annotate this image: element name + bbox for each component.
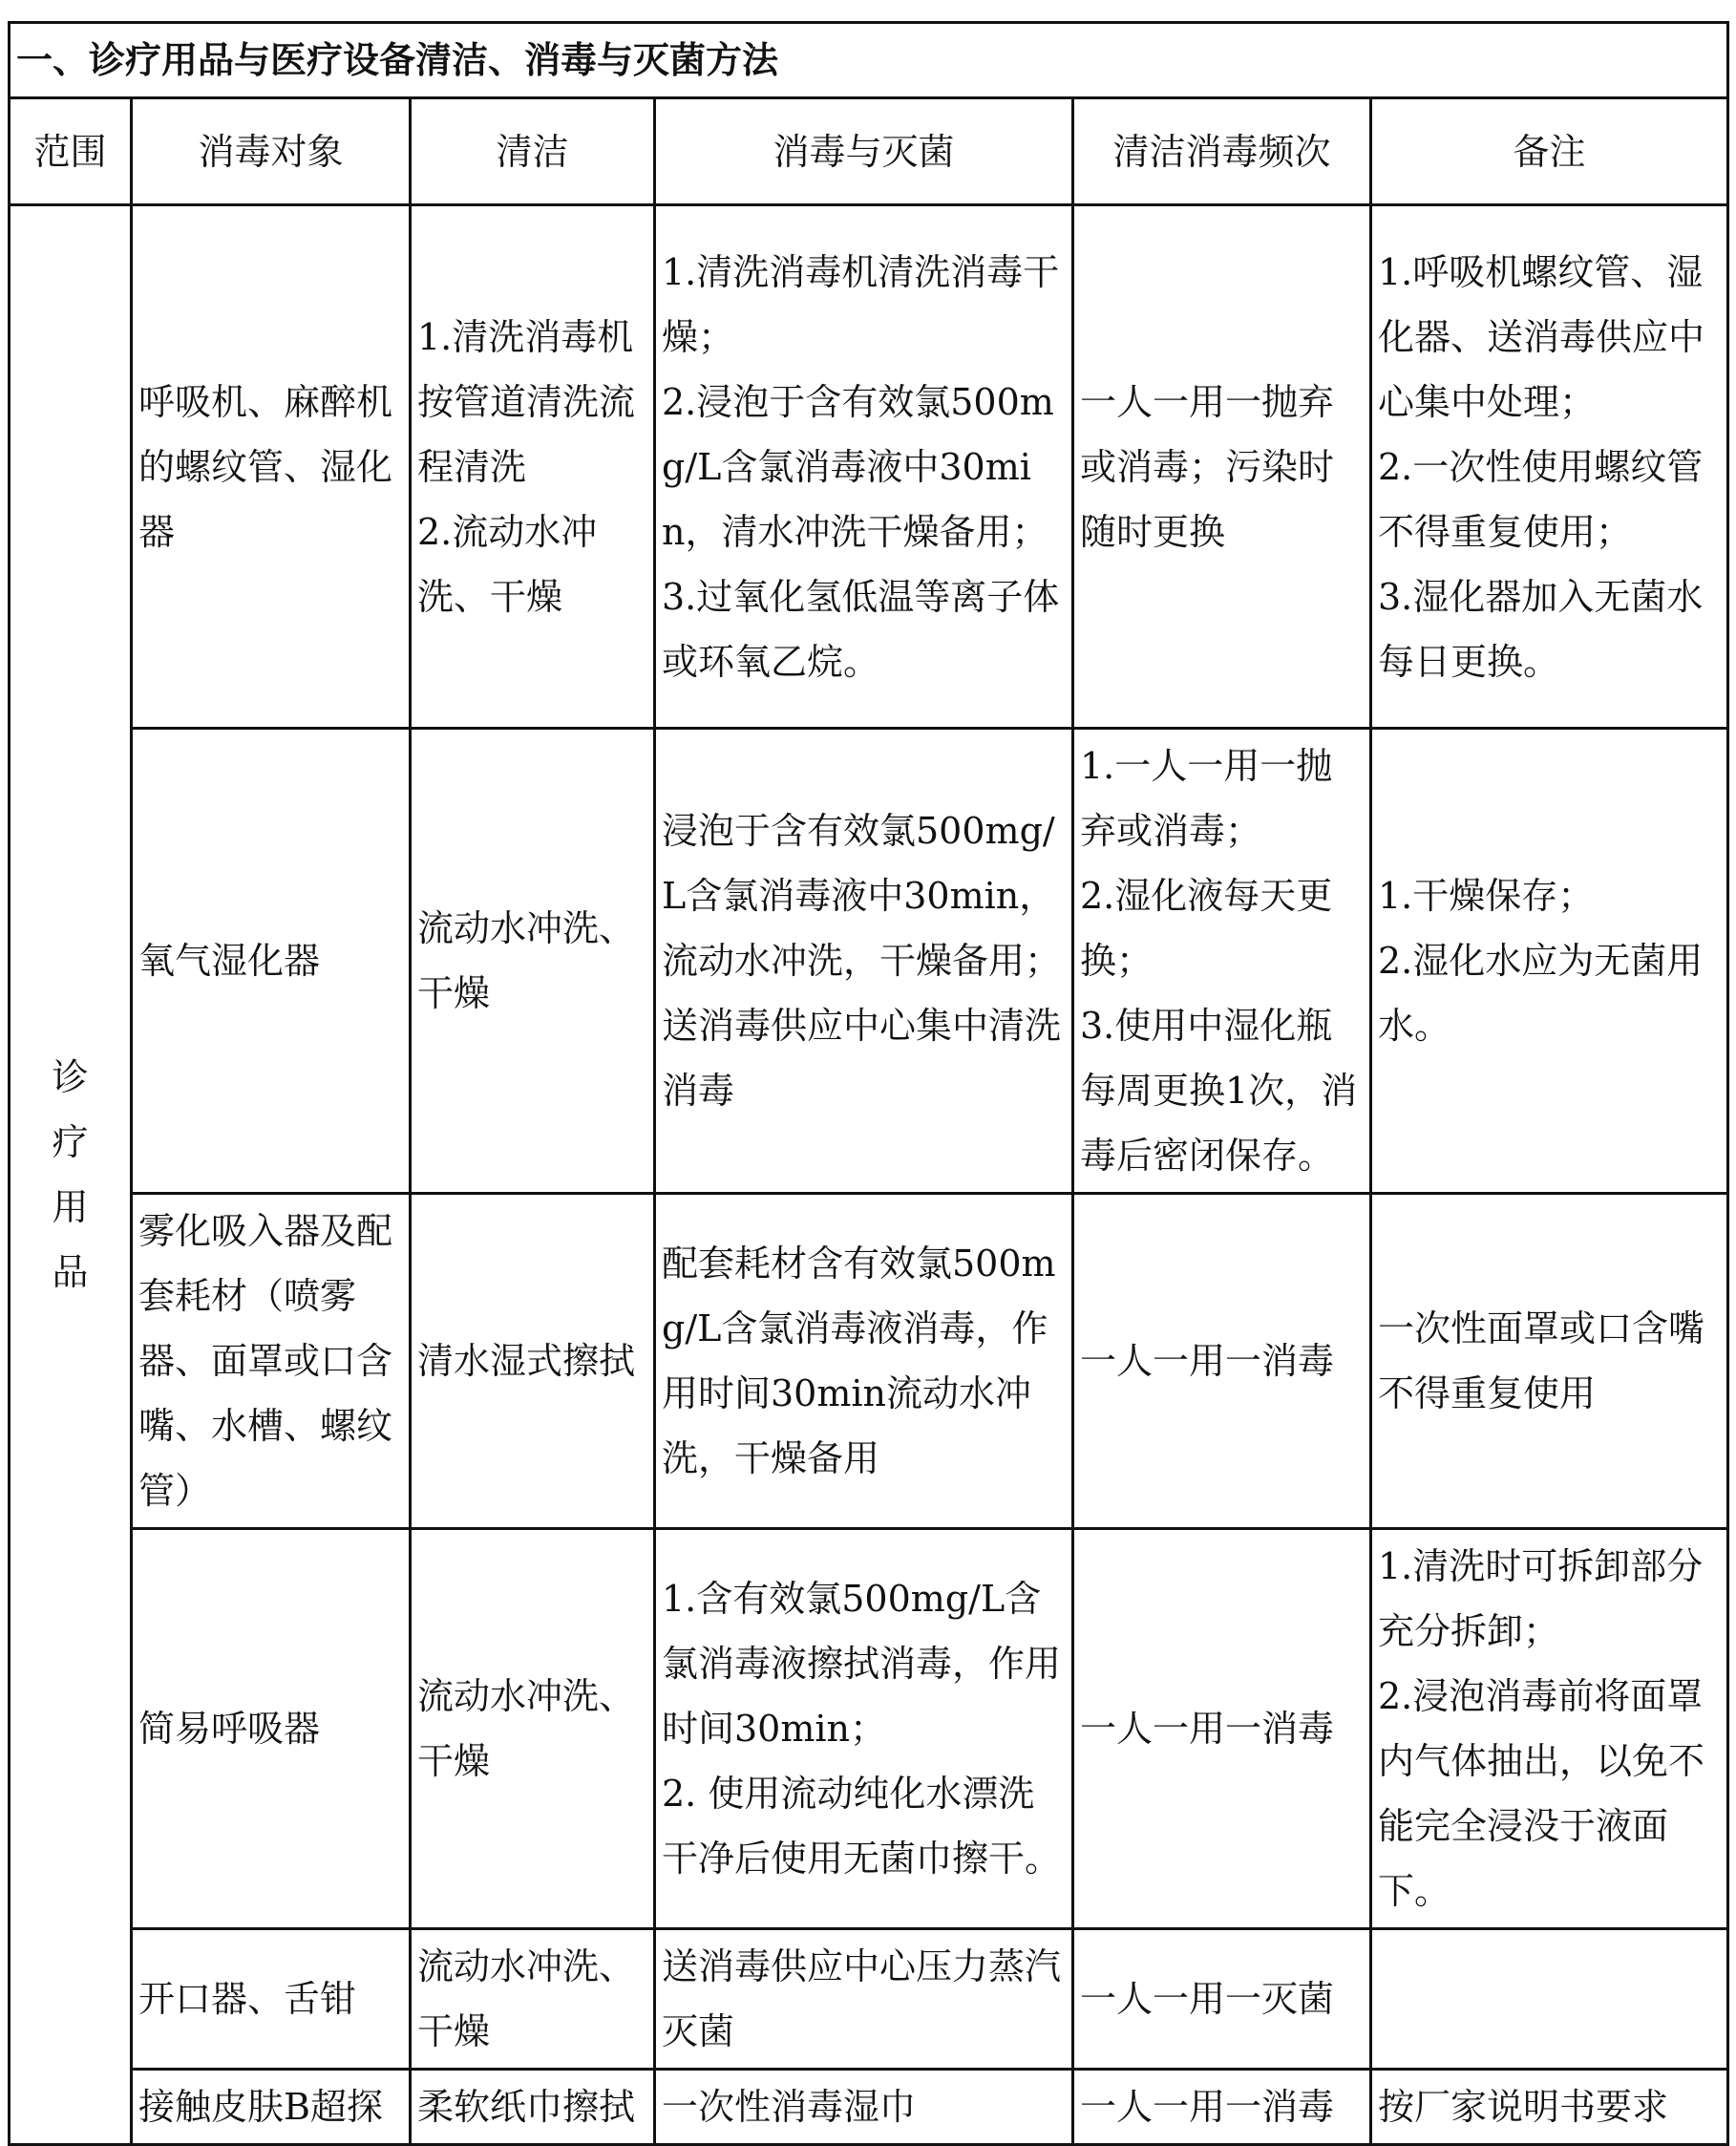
frequency-cell: 一人一用一消毒 [1073, 1529, 1371, 1929]
scope-cell: 诊 疗 用 品 [10, 205, 132, 2145]
frequency-cell: 一人一用一抛弃或消毒；污染时随时更换 [1073, 205, 1371, 729]
section-title: 一、诊疗用品与医疗设备清洁、消毒与灭菌方法 [10, 23, 1728, 98]
table-row [10, 2070, 1728, 2145]
notes-cell: 一次性面罩或口含嘴不得重复使用 [1371, 1194, 1728, 1529]
header-object: 消毒对象 [132, 98, 411, 205]
notes-cell: 1.干燥保存； 2.湿化水应为无菌用水。 [1371, 729, 1728, 1194]
table-row [10, 1194, 1728, 1529]
notes-cell: 按厂家说明书要求 [1371, 2070, 1728, 2145]
frequency-cell: 1.一人一用一抛弃或消毒； 2.湿化液每天更换； 3.使用中湿化瓶每周更换1次，消毒后密闭保存。 [1073, 729, 1371, 1194]
notes-cell: 1.呼吸机螺纹管、湿化器、送消毒供应中心集中处理； 2.一次性使用螺纹管不得重复使用； 3.湿化器加入无菌水每日更换。 [1371, 205, 1728, 729]
disinfection-table [8, 21, 1729, 2146]
notes-cell [1371, 1929, 1728, 2070]
header-scope: 范围 [10, 98, 132, 205]
object-cell: 呼吸机、麻醉机的螺纹管、湿化器 [132, 205, 411, 729]
frequency-cell: 一人一用一消毒 [1073, 1194, 1371, 1529]
table-row [10, 1529, 1728, 1929]
disinfection-cell: 配套耗材含有效氯500mg/L含氯消毒液消毒，作用时间30min流动水冲洗，干燥备用 [655, 1194, 1073, 1529]
disinfection-cell: 送消毒供应中心压力蒸汽灭菌 [655, 1929, 1073, 2070]
cleaning-cell: 流动水冲洗、干燥 [411, 1929, 655, 2070]
cleaning-cell: 流动水冲洗、干燥 [411, 1529, 655, 1929]
cleaning-cell: 1.清洗消毒机按管道清洗流程清洗 2.流动水冲洗、干燥 [411, 205, 655, 729]
cleaning-cell: 清水湿式擦拭 [411, 1194, 655, 1529]
notes-cell: 1.清洗时可拆卸部分充分拆卸； 2.浸泡消毒前将面罩内气体抽出，以免不能完全浸没于液面下。 [1371, 1529, 1728, 1929]
header-frequency: 清洁消毒频次 [1073, 98, 1371, 205]
object-cell: 简易呼吸器 [132, 1529, 411, 1929]
header-disinfection: 消毒与灭菌 [655, 98, 1073, 205]
table-row [10, 1929, 1728, 2070]
disinfection-cell: 1.清洗消毒机清洗消毒干燥； 2.浸泡于含有效氯500mg/L含氯消毒液中30min，清水冲洗干燥备用； 3.过氧化氢低温等离子体或环氧乙烷。 [655, 205, 1073, 729]
disinfection-cell: 1.含有效氯500mg/L含氯消毒液擦拭消毒，作用时间30min； 2. 使用流动纯化水漂洗干净后使用无菌巾擦干。 [655, 1529, 1073, 1929]
disinfection-cell: 一次性消毒湿巾 [655, 2070, 1073, 2145]
header-notes: 备注 [1371, 98, 1728, 205]
table-row [10, 729, 1728, 1194]
disinfection-cell: 浸泡于含有效氯500mg/L含氯消毒液中30min，流动水冲洗，干燥备用；送消毒供应中心集中清洗消毒 [655, 729, 1073, 1194]
frequency-cell: 一人一用一灭菌 [1073, 1929, 1371, 2070]
object-cell: 开口器、舌钳 [132, 1929, 411, 2070]
object-cell: 接触皮肤B超探 [132, 2070, 411, 2145]
frequency-cell: 一人一用一消毒 [1073, 2070, 1371, 2145]
object-cell: 氧气湿化器 [132, 729, 411, 1194]
header-cleaning: 清洁 [411, 98, 655, 205]
table-row [10, 205, 1728, 729]
cleaning-cell: 柔软纸巾擦拭 [411, 2070, 655, 2145]
cleaning-cell: 流动水冲洗、干燥 [411, 729, 655, 1194]
object-cell: 雾化吸入器及配套耗材（喷雾器、面罩或口含嘴、水槽、螺纹管） [132, 1194, 411, 1529]
